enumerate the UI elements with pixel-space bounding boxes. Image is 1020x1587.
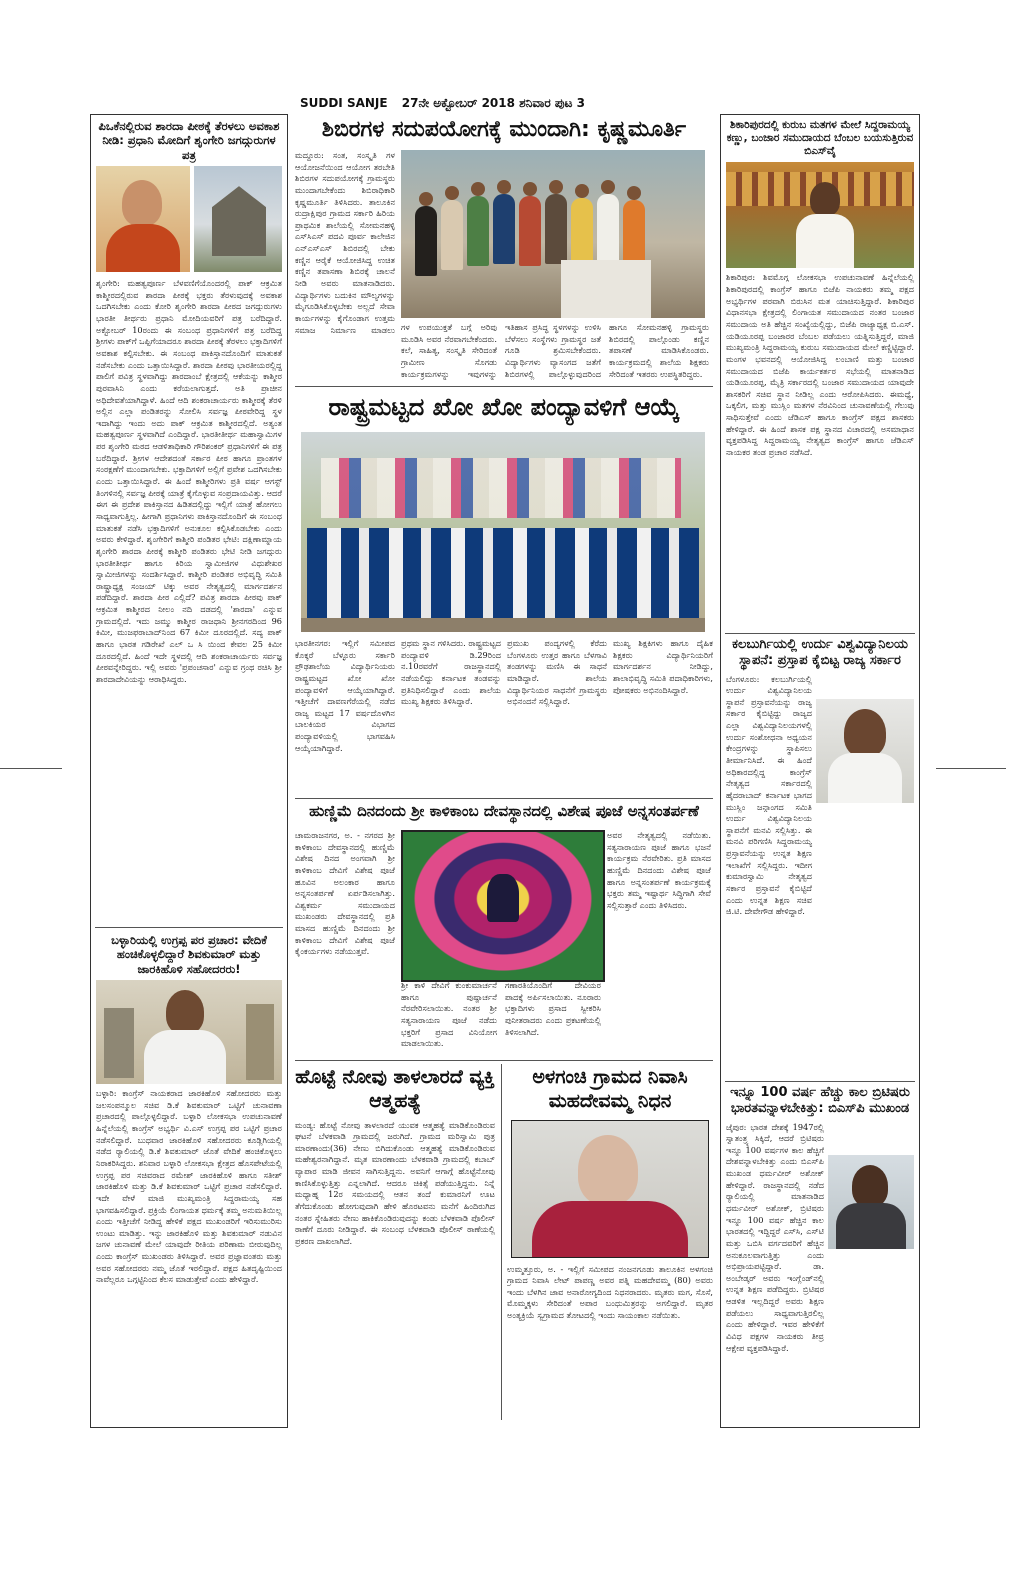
temple-under-right-text: ಗಣಾರತಿಯೊಂದಿಗೆ ದೇವಿಯರ ಪಾದಕ್ಕೆ ಅರ್ಪಿಸಲಾಯಿತು. ನೂರಾರು ಭಕ್ತಾದಿಗಳು ಪ್ರಸಾದ ಸ್ವೀಕರಿಸಿ ಪುನೀತರಾದರು ಎಂದು ಪ್ರಕಟಣೆಯಲ್ಲಿ ತಿಳಿಸಲಾಗಿದೆ. [505,980,601,1037]
khokho-col4 [613,638,713,794]
shibira-col3-text: ಇತಿಹಾಸ ಪ್ರಸಿದ್ಧ ಸ್ಥಳಗಳನ್ನು ಉಳಿಸಿ ಬೆಳೆಸಲು ಸಂಸ್ಥೆಗಳು ಗ್ರಾಮಸ್ಥರ ಜತೆ ಗೂಡಿ ಶ್ರಮಿಸಬೇಕೆಂದರು. ವಿದ್ಯಾರ್ಥಿಗಳು ವ್ಯಾಸಂಗದ ಜತೆಗೆ ಶಿಬಿರಗಳಲ್ಲಿ ಪಾಲ್ಗೊಳ್ಳುವುದರಿಂದ [505,322,601,379]
article-bsp-leader [726,1085,914,1423]
khokho-col4-text: ಮುಖ್ಯ ಶಿಕ್ಷಕಿಗಳು ಹಾಗೂ ದೈಹಿಕ ಶಿಕ್ಷಕರು ವಿದ್ಯಾರ್ಥಿನಿಯರಿಗೆ ಮಾರ್ಗದರ್ಶನ ನೀಡಿದ್ದು, ಶಾಲಾಭಿವೃದ್ಧಿ ಸಮಿತಿ ಪದಾಧಿಕಾರಿಗಳು, ಪೋಷಕರು ಅಭಿನಂದಿಸಿದ್ದಾರೆ. [613,638,713,695]
shikaripura-headline: ಶಿಕಾರಿಪುರದಲ್ಲಿ ಕುರುಬ ಮತಗಳ ಮೇಲೆ ಸಿದ್ದರಾಮಯ್ಯ ಕಣ್ಣು, ಬಂಜಾರ ಸಮುದಾಯದ ಬೆಂಬಲ ಬಯಸುತ್ತಿರುವ ಬಿಎಸ್‌ವೈ [726,119,914,158]
temple-left-text: ಚಾಮರಾಜನಗರ, ಅ. - ನಗರದ ಶ್ರೀ ಕಾಳಿಕಾಂಬ ದೇವಸ್ಥಾನದಲ್ಲಿ ಹುಣ್ಣಿಮೆ ವಿಶೇಷ ದಿನದ ಅಂಗವಾಗಿ ಶ್ರೀ ಕಾಳಿಕಾಂಬ ದೇವಿಗೆ ವಿಶೇಷ ಪೂಜೆ ಹೂವಿನ ಅಲಂಕಾರ ಹಾಗೂ ಅನ್ನಸಂತರ್ಪಣೆ ಏರ್ಪಡಿಸಲಾಗಿತ್ತು. ವಿಶ್ವಕರ್ಮ ಸಮುದಾಯದ ಮುಖಂಡರು ದೇವಸ್ಥಾನದಲ್ಲಿ ಪ್ರತಿ ಮಾಸದ ಹುಣ್ಣಿಮೆ ದಿನದಂದು ಶ್ರೀ ಕಾಳಿಕಾಂಬ ದೇವಿಗೆ ವಿಶೇಷ ಪೂಜೆ ಕೈಂಕರ್ಯಗಳು ನಡೆಯುತ್ತವೆ. [295,830,395,957]
temple-right-col [607,830,711,978]
dk-shivakumar-photo [96,980,282,1084]
ballari-headline: ಬಳ್ಳಾರಿಯಲ್ಲಿ ಉಗ್ರಪ್ಪ ಪರ ಪ್ರಚಾರ: ವೇದಿಕೆ ಹಂಚಿಕೊಳ್ಳಲಿದ್ದಾರೆ ಶಿವಕುಮಾರ್ ಮತ್ತು ಜಾರಕಿಹೊಳಿ ಸಹೋದರರು! [111,933,267,976]
khokho-col2-text: ಪ್ರಥಮ ಸ್ಥಾನ ಗಳಿಸಿದರು. ರಾಷ್ಟ್ರಮಟ್ಟದ ಪಂದ್ಯಾವಳಿ ಡಿ.29ರಿಂದ ನ.10ರವರೆಗೆ ರಾಜಸ್ಥಾನದಲ್ಲಿ ನಡೆಯಲಿದ್ದು ಕರ್ನಾಟಕ ತಂಡವನ್ನು ಪ್ರತಿನಿಧಿಸಲಿದ್ದಾರೆ ಎಂದು ಶಾಲೆಯ ಮುಖ್ಯ ಶಿಕ್ಷಕರು ತಿಳಿಸಿದ್ದಾರೆ. [401,638,501,707]
article-ballari [96,933,282,1423]
temple-right-text: ಅವರ ನೇತೃತ್ವದಲ್ಲಿ ನಡೆಯಿತು. ಸತ್ಯನಾರಾಯಣ ಪೂಜೆ ಹಾಗೂ ಭಜನೆ ಕಾರ್ಯಕ್ರಮ ನೆರವೇರಿತು. ಪ್ರತಿ ಮಾಸದ ಹುಣ್ಣಿಮೆ ದಿನದಂದು ವಿಶೇಷ ಪೂಜೆ ಹಾಗೂ ಅನ್ನಸಂತರ್ಪಣೆ ಕಾರ್ಯಕ್ರಮಕ್ಕೆ ಭಕ್ತರು ತಮ್ಮ ಇಷ್ಟಾರ್ಥ ಸಿದ್ಧಿಗಾಗಿ ಸೇವೆ ಸಲ್ಲಿಸುತ್ತಾರೆ ಎಂದು ತಿಳಿಸಿದರು. [607,830,711,910]
shibira-photo [401,150,705,318]
bsp-headline: ಇನ್ನೂ 100 ವರ್ಷ ಹೆಚ್ಚು ಕಾಲ ಬ್ರಿಟಿಷರು ಭಾರತವನ್ನಾಳಬೇಕಿತ್ತು: ಬಿಎಸ್‌ಪಿ ಮುಖಂಡ [730,1085,910,1117]
obituary-body: ಉಮ್ಮತ್ತೂರು, ಅ. - ಇಲ್ಲಿಗೆ ಸಮೀಪದ ನಂಜನಗೂಡು ತಾಲೂಕಿನ ಅಳಗಂಚಿ ಗ್ರಾಮದ ನಿವಾಸಿ ಲೇಟ್ ಪಾಪಣ್ಣ ಅವರ ಪತ್ನಿ ಮಹದೇವಮ್ಮ (80) ಅವರು ಇಂದು ಬೆಳಗಿನ ಜಾವ ಅನಾರೋಗ್ಯದಿಂದ ನಿಧನರಾದರು. ಮೃತರು ಮಗ, ಸೊಸೆ, ಮೊಮ್ಮಕ್ಕಳು ಸೇರಿದಂತೆ ಅಪಾರ ಬಂಧುಮಿತ್ರರನ್ನು ಅಗಲಿದ್ದಾರೆ. ಮೃತರ ಅಂತ್ಯಕ್ರಿಯೆ ಸ್ವಗ್ರಾಮದ ತೋಟದಲ್ಲಿ ಇಂದು ಸಾಯಂಕಾಲ ನಡೆಯಿತು. [507,1263,713,1321]
khokho-col2 [401,638,501,794]
khokho-headline: ರಾಷ್ಟ್ರಮಟ್ಟದ ಖೋ ಖೋ ಪಂದ್ಯಾವಳಿಗೆ ಆಯ್ಕೆ [328,393,680,421]
temple-under-left [401,980,497,1060]
suicide-body: ಮಂಡ್ಯ: ಹೊಟ್ಟೆ ನೋವು ತಾಳಲಾರದೆ ಯುವಕ ಆತ್ಮಹತ್ಯೆ ಮಾಡಿಕೊಂಡಿರುವ ಘಟನೆ ಬೆಳಕವಾಡಿ ಗ್ರಾಮದಲ್ಲಿ ಜರುಗಿದೆ. ಗ್ರಾಮದ ಮರಿಸ್ವಾಮಿ ಪುತ್ರ ಮಾರಣಾಂದು(36) ನೇಣು ಬಿಗಿದುಕೊಂಡು ಆತ್ಮಹತ್ಯೆ ಮಾಡಿಕೊಂಡಿರುವ ಮಹೇಶ್ವರನಾಗಿದ್ದಾನೆ. ಮೃತ ಮಾರಣಾಂದು ಬೆಳಕವಾಡಿ ಗ್ರಾಮದಲ್ಲಿ ಕಬಾಬ್ ವ್ಯಾಪಾರ ಮಾಡಿ ಜೀವನ ಸಾಗಿಸುತ್ತಿದ್ದನು. ಅವನಿಗೆ ಆಗಾಗ್ಗೆ ಹೊಟ್ಟೆನೋವು ಕಾಣಿಸಿಕೊಳ್ಳುತ್ತಿತ್ತು ಎನ್ನಲಾಗಿದೆ. ಆದರೂ ಚಿಕಿತ್ಸೆ ಪಡೆಯುತ್ತಿದ್ದನು. ನಿನ್ನೆ ಮಧ್ಯಾಹ್ನ 12ರ ಸಮಯದಲ್ಲಿ ಆತನ ತಂದೆ ಕುಮಾರನಿಗೆ ಊಟ ತೆಗೆದುಕೊಂಡು ಹೋಗುವುದಾಗಿ ಹೇಳಿ ಹೊರಟವನು ಮನೆಗೆ ಹಿಂದಿರುಗಿದ ನಂತರ ಸ್ನೇಹಿತರು ನೇಣು ಹಾಕಿಕೊಂಡಿರುವುದನ್ನು ಕಂಡು ಬೆಳಕವಾಡಿ ಪೊಲೀಸ್ ಠಾಣೆಗೆ ದೂರು ನೀಡಿದ್ದಾರೆ. ಈ ಸಂಬಂಧ ಬೆಳಕವಾಡಿ ಪೊಲೀಸ್ ಠಾಣೆಯಲ್ಲಿ ಪ್ರಕರಣ ದಾಖಲಾಗಿದೆ. [295,1119,495,1246]
mahadevamma-photo [511,1120,709,1258]
temple-under-right [505,980,601,1060]
right-column [720,114,920,1428]
shibira-col4 [609,322,709,382]
masthead [300,96,720,114]
khokho-photo [301,432,705,632]
urdu-headline: ಕಲಬುರ್ಗಿಯಲ್ಲಿ ಉರ್ದು ವಿಶ್ವವಿದ್ಯಾನಿಲಯ ಸ್ಥಾಪನೆ: ಪ್ರಸ್ತಾಪ ಕೈಬಿಟ್ಟ ರಾಜ್ಯ ಸರ್ಕಾರ [732,637,908,669]
shibira-col3 [505,322,601,382]
sharada-headline: ಪಿಒಕೆನಲ್ಲಿರುವ ಶಾರದಾ ಪೀಠಕ್ಕೆ ತೆರಳಲು ಅವಕಾಶ ನೀಡಿ: ಪ್ರಧಾನಿ ಮೋದಿಗೆ ಶೃಂಗೇರಿ ಜಗದ್ಗುರುಗಳ ಪತ್ರ [98,119,280,162]
sharada-body: ಶೃಂಗೇರಿ: ಮಹತ್ವಪೂರ್ಣ ಬೆಳವಣಿಗೆಯೊಂದರಲ್ಲಿ ಪಾಕ್ ಆಕ್ರಮಿತ ಕಾಶ್ಮೀರದಲ್ಲಿರುವ ಶಾರದಾ ಪೀಠಕ್ಕೆ ಭಕ್ತರು ತೆರಳುವುದಕ್ಕೆ ಅವಕಾಶ ಒದಗಿಸಬೇಕು ಎಂದು ಕೋರಿ ಶೃಂಗೇರಿ ಶಾರದಾ ಪೀಠದ ಜಗದ್ಗುರುಗಳು ಭಾರತೀ ತೀರ್ಥರು ಪ್ರಧಾನಿ ಮೋದಿಯವರಿಗೆ ಪತ್ರ ಬರೆದಿದ್ದಾರೆ. ಅಕ್ಟೋಬರ್ 10ರಂದು ಈ ಸಂಬಂಧ ಪ್ರಧಾನಿಗಳಿಗೆ ಪತ್ರ ಬರೆದಿದ್ದ ಶ್ರೀಗಳು ಪಾಕ್‌ಗೆ ಒಪ್ಪಿಗೆಯಾದರೂ ಶಾರದಾ ಪೀಠಕ್ಕೆ ತೆರಳಲು ಭಕ್ತಾದಿಗಳಿಗೆ ಅವಕಾಶ ಕಲ್ಪಿಸಬೇಕು. ಈ ಸಂಬಂಧ ಪಾಕಿಸ್ತಾನದೊಂದಿಗೆ ಮಾತುಕತೆ ನಡೆಸಬೇಕು ಎಂದು ಒತ್ತಾಯಿಸಿದ್ದಾರೆ. ಶಾರದಾ ಪೀಠವು ಭಾರತೀಯರಲ್ಲಿದ್ದ ಪಾಲಿಗೆ ಪವಿತ್ರ ಸ್ಥಳವಾಗಿದ್ದು ಶಾರದಾಂಬೆ ಕ್ಷೇತ್ರದಲ್ಲಿ ಆಕೆಯನ್ನು ಕಾಶ್ಮೀರ ಪುರವಾಸಿನಿ ಎಂದು ಕರೆಯಲಾಗುತ್ತದೆ. ಅತಿ ಪ್ರಾಚೀನ ಅಧಿದೇವತೆಯಾಗಿದ್ದಾಳೆ. ಹಿಂದೆ ಆದಿ ಶಂಕರಾಚಾರ್ಯರು ಕಾಶ್ಮೀರಕ್ಕೆ ತೆರಳಿ ಅಲ್ಲಿನ ಎಲ್ಲಾ ಪಂಡಿತರನ್ನು ಸೋಲಿಸಿ ಸರ್ವಜ್ಞ ಪೀಠವೇರಿದ್ದ ಸ್ಥಳ ಇದಾಗಿದ್ದು ಇಂದು ಅದು ಪಾಕ್ ಆಕ್ರಮಿತ ಕಾಶ್ಮೀರದಲ್ಲಿದೆ. ಅತ್ಯಂತ ಮಹತ್ವಪೂರ್ಣ ಸ್ಥಳವಾಗಿದೆ ಎಂದಿದ್ದಾರೆ. ಭಾರತೀತೀರ್ಥ ಮಹಾಸ್ವಾಮಿಗಳ ಪರ ಶೃಂಗೇರಿ ಮಠದ ಆಡಳಿತಾಧಿಕಾರಿ ಗೌರಿಶಂಕರ್ ಪ್ರಧಾನಿಗಳಿಗೆ ಈ ಪತ್ರ ಬರೆದಿದ್ದಾರೆ. ಶ್ರೀಗಳ ಆದೇಶದಂತೆ ಸರ್ಕಾರ ಪೀಠ ಹಾಗೂ ಪ್ರಾಂತಗಳ ಸಂರಕ್ಷಣೆಗೆ ಮುಂದಾಗಬೇಕು. ಭಕ್ತಾದಿಗಳಿಗೆ ಅಲ್ಲಿಗೆ ಪ್ರವೇಶ ಒದಗಿಸಬೇಕು ಎಂದು ಒತ್ತಾಯಿಸಿದ್ದಾರೆ. ಈ ಹಿಂದೆ ಕಾಶ್ಮೀರಿಗಳು ಪ್ರತಿ ವರ್ಷ ಆಗಸ್ಟ್ ತಿಂಗಳಿನಲ್ಲಿ ಸರ್ವಜ್ಞ ಪೀಠಕ್ಕೆ ಯಾತ್ರೆ ಕೈಗೊಳ್ಳುವ ಸಂಪ್ರದಾಯವಿತ್ತು. ಆದರೆ ಈಗ ಈ ಪ್ರದೇಶ ಪಾಕಿಸ್ತಾನದ ಹಿಡಿತದಲ್ಲಿದ್ದು ಇಲ್ಲಿಗೆ ಯಾತ್ರೆ ಹೋಗಲು ಸಾಧ್ಯವಾಗುತ್ತಿಲ್ಲ. ಹೀಗಾಗಿ ಪ್ರಧಾನಿಗಳು ಪಾಕಿಸ್ತಾನದೊಂದಿಗೆ ಈ ಸಂಬಂಧ ಮಾತುಕತೆ ನಡೆಸಿ ಭಕ್ತಾದಿಗಳಿಗೆ ಅನುಕೂಲ ಕಲ್ಪಿಸಿಕೊಡಬೇಕು ಎಂದು ಅವರು ಕೇಳಿದ್ದಾರೆ. ಶೃಂಗೇರಿಗೆ ಕಾಶ್ಮೀರಿ ಪಂಡಿತರ ಭೇಟಿ: ದಕ್ಷಿಣಾಮ್ನಾಯ ಶೃಂಗೇರಿ ಶಾರದಾ ಪೀಠಕ್ಕೆ ಕಾಶ್ಮೀರಿ ಪಂಡಿತರು ಭೇಟಿ ನೀಡಿ ಜಗದ್ಗುರು ಭಾರತೀತೀರ್ಥ ಹಾಗೂ ಕಿರಿಯ ಸ್ವಾಮೀಜಿಗಳ ವಿಧುಶೇಖರ ಸ್ವಾಮೀಜಿಗಳನ್ನು ಸಂದರ್ಶಿಸಿದ್ದಾರೆ. ಕಾಶ್ಮೀರಿ ಪಂಡಿತರ ಅಭಿವೃದ್ಧಿ ಸಮಿತಿ ರಾಷ್ಟ್ರಾಧ್ಯಕ್ಷ ಸಂಜಯ್ ಟಿಕ್ಕು ಅವರ ನೇತೃತ್ವದಲ್ಲಿ ಮಾರ್ಗದರ್ಶನ ಪಡೆದಿದ್ದಾರೆ. ಶಾರದಾ ಪೀಠ ಎಲ್ಲಿದೆ? ಪವಿತ್ರ ಶಾರದಾ ಪೀಠವು ಪಾಕ್ ಆಕ್ರಮಿತ ಕಾಶ್ಮೀರದ ನೀಲಂ ನದಿ ದಡದಲ್ಲಿ 'ಶಾರದಾ' ಎನ್ನುವ ಗ್ರಾಮದಲ್ಲಿದೆ. ಇದು ಜಮ್ಮು ಕಾಶ್ಮೀರ ರಾಜಧಾನಿ ಶ್ರೀನಗರದಿಂದ 96 ಕಿಮೀ, ಮುಜಫರಾಬಾದ್‌ನಿಂದ 67 ಕಿಮೀ ದೂರದಲ್ಲಿದೆ. ಸದ್ಯ ಪಾಕ್ ಹಾಗೂ ಭಾರತ ಗಡಿರೇಖೆ ಎಲ್ ಒ ಸಿ ಯಿಂದ ಕೇವಲ 25 ಕಿಮೀ ದೂರದಲ್ಲಿದೆ. ಹಿಂದೆ ಇದೇ ಸ್ಥಳದಲ್ಲಿ ಆದಿ ಶಂಕರಾಚಾರ್ಯರು ಸರ್ವಜ್ಞ ಪೀಠವನ್ನೇರಿದ್ದರು. ಇಲ್ಲಿ ಅವರು 'ಪ್ರಪಂಚಸಾರ' ಎನ್ನುವ ಗ್ರಂಥ ರಚಿಸಿ ಶ್ರೀ ಶಾರದಾದೇವಿಯನ್ನು ಆರಾಧಿಸಿದ್ದರು. [96,278,282,684]
khokho-col1 [295,638,395,794]
shibira-col1-text: ಮದ್ದೂರು: ಸಂತ, ಸಂಸ್ಕೃತಿ ಗಳ ಆಯೋಜನೆಯಿಂದ ಆಯೋಗ ತರಬೇತಿ ಶಿಬಿರಗಳ ಸದುಪಯೋಗಕ್ಕೆ ಗ್ರಾಮಸ್ಥರು ಮುಂದಾಗಬೇಕೆಂದು ಶಿಬಿರಾಧಿಕಾರಿ ಕೃಷ್ಣಮೂರ್ತಿ ತಿಳಿಸಿದರು. ತಾಲೂಕಿನ ರುದ್ರಾಕ್ಷಿಪುರ ಗ್ರಾಮದ ಸರ್ಕಾರಿ ಹಿರಿಯ ಪ್ರಾಥಮಿಕ ಶಾಲೆಯಲ್ಲಿ ಸೋಮನಹಳ್ಳಿ ಎಸ್‌ಸಿಎಸ್ ಪದವಿ ಪೂರ್ವ ಕಾಲೇಜಿನ ಎನ್‌ಎಸ್‌ಎಸ್ ಶಿಬಿರದಲ್ಲಿ ಬೇಕು ಕಣ್ಣಿನ ಆರೈಕೆ ಆಯೋಜಿಸಿದ್ದ ಉಚಿತ ಕಣ್ಣಿನ ತಪಾಸಣಾ ಶಿಬಿರಕ್ಕೆ ಚಾಲನೆ ನೀಡಿ ಅವರು ಮಾತನಾಡಿದರು. ವಿದ್ಯಾರ್ಥಿಗಳು ಬದುಕಿನ ಮೌಲ್ಯಗಳನ್ನು ಮೈಗೂಡಿಸಿಕೊಳ್ಳಬೇಕು ಅಲ್ಲದೆ ಸೇವಾ ಕಾರ್ಯಗಳನ್ನು ಕೈಗೊಂಡಾಗ ಉತ್ತಮ ಸಮಾಜ ನಿರ್ಮಾಣ ಮಾಡಲು [295,150,395,335]
shibira-col2-text: ಗಳ ಉಪಯುಕ್ತತೆ ಬಗ್ಗೆ ಅರಿವು ಮೂಡಿಸಿ ಅವರ ನೆರವಾಗಬೇಕೆಂದರು. ಕಲೆ, ಸಾಹಿತ್ಯ, ಸಂಸ್ಕೃತಿ ಸೇರಿದಂತೆ ಗ್ರಾಮೀಣ ಸೊಗಡು ಕಾರ್ಯಕ್ರಮಗಳನ್ನು ಇವುಗಳನ್ನು [401,322,497,379]
shibira-headline: ಶಿಬಿರಗಳ ಸದುಪಯೋಗಕ್ಕೆ ಮುಂದಾಗಿ: ಕೃಷ್ಣಮೂರ್ತಿ [321,117,687,142]
date-line: 27ನೇ ಅಕ್ಟೋಬರ್ 2018 ಶನಿವಾರ ಪುಟ 3 [401,96,585,110]
left-column [90,114,288,1428]
article-suicide [295,1066,495,1422]
article-shikaripura [726,119,914,629]
shibira-col2 [401,322,497,382]
temple-left-col [295,830,395,978]
article-obituary [507,1066,713,1422]
suicide-headline: ಹೊಟ್ಟೆ ನೋವು ತಾಳಲಾರದೆ ವ್ಯಕ್ತಿ ಆತ್ಮಹತ್ಯೆ [295,1066,495,1112]
temple-headline: ಹುಣ್ಣಿಮೆ ದಿನದಂದು ಶ್ರೀ ಕಾಳಿಕಾಂಬ ದೇವಸ್ಥಾನದಲ್ಲಿ ವಿಶೇಷ ಪೂಜೆ ಅನ್ನಸಂತರ್ಪಣೆ [309,802,699,820]
center-section [295,114,713,1426]
shibira-col4-text: ಹಾಗೂ ಸೋಮನಹಳ್ಳಿ ಗ್ರಾಮಸ್ಥರು ಶಿಬಿರದಲ್ಲಿ ಪಾಲ್ಗೊಂಡು ಕಣ್ಣಿನ ತಪಾಸಣೆ ಮಾಡಿಸಿಕೊಂಡರು. ಕಾರ್ಯಕ್ರಮದಲ್ಲಿ ಶಾಲೆಯ ಶಿಕ್ಷಕರು ಸೇರಿದಂತೆ ಇತರರು ಉಪಸ್ಥಿತರಿದ್ದರು. [609,322,709,379]
khokho-col3-text: ಪ್ರಮುಖ ಪಂದ್ಯಗಳಲ್ಲಿ ಕೆರೆದು ಬೆಂಗಳೂರು ಉತ್ತರ ಹಾಗೂ ಬೆಳಗಾವಿ ತಂಡಗಳನ್ನು ಮಣಿಸಿ ಈ ಸಾಧನೆ ಮಾಡಿದ್ದಾರೆ. ಶಾಲೆಯ ವಿದ್ಯಾರ್ಥಿನಿಯರ ಸಾಧನೆಗೆ ಗ್ರಾಮಸ್ಥರು ಅಭಿನಂದನೆ ಸಲ್ಲಿಸಿದ್ದಾರೆ. [507,638,607,707]
paper-name: SUDDI SANJE [300,96,388,110]
urdu-body: ಬೆಂಗಳೂರು: ಕಲಬುರ್ಗಿಯಲ್ಲಿ ಉರ್ದು ವಿಶ್ವವಿದ್ಯಾನಿಲಯ ಸ್ಥಾಪನೆ ಪ್ರಸ್ತಾವನೆಯನ್ನು ರಾಜ್ಯ ಸರ್ಕಾರ ಕೈಬಿಟ್ಟಿದ್ದು ರಾಜ್ಯದ ಎಲ್ಲಾ ವಿಶ್ವವಿದ್ಯಾನಿಲಯಗಳಲ್ಲಿ ಉರ್ದು ಸಂಶೋಧನಾ ಅಧ್ಯಯನ ಕೇಂದ್ರಗಳನ್ನು ಸ್ಥಾಪಿಸಲು ತೀರ್ಮಾನಿಸಿದೆ. ಈ ಹಿಂದೆ ಅಧಿಕಾರದಲ್ಲಿದ್ದ ಕಾಂಗ್ರೆಸ್ ನೇತೃತ್ವದ ಸರ್ಕಾರದಲ್ಲಿ ಹೈದರಾಬಾದ್ ಕರ್ನಾಟಕ ಭಾಗದ ಮುಸ್ಲಿಂ ಜನ್ಗಾಂಗದ ಸಮಿತಿ ಉರ್ದು ವಿಶ್ವವಿದ್ಯಾನಿಲಯ ಸ್ಥಾಪನೆಗೆ ಮನವಿ ಸಲ್ಲಿಸಿತ್ತು. ಈ ಮನವಿ ಪರಿಗಣಿಸಿ ಸಿದ್ದರಾಮಯ್ಯ ಪ್ರಸ್ತಾವನೆಯನ್ನು ಉನ್ನತ ಶಿಕ್ಷಣ ಇಲಾಖೆಗೆ ಸಲ್ಲಿಸಿದ್ದರು. ಇದೀಗ ಕುಮಾರಸ್ವಾಮಿ ನೇತೃತ್ವದ ಸರ್ಕಾರ ಪ್ರಸ್ತಾವನೆ ಕೈಬಿಟ್ಟಿದೆ ಎಂದು ಉನ್ನತ ಶಿಕ್ಷಣ ಸಚಿವ ಜಿ.ಟಿ. ದೇವೇಗೌಡ ಹೇಳಿದ್ದಾರೆ. [726,673,812,917]
kalikamba-idol-photo [401,830,605,982]
bsp-body: ಜೈಪುರ: ಭಾರತ ದೇಶಕ್ಕೆ 1947ರಲ್ಲಿ ಸ್ವಾತಂತ್ರ್ಯ ಸಿಕ್ಕಿದೆ, ಆದರೆ ಬ್ರಿಟಿಷರು ಇನ್ನೂ 100 ವರ್ಷಗಳ ಕಾಲ ಹೆಚ್ಚಿಗೆ ದೇಶವನ್ನಾಳಬೇಕಿತ್ತು ಎಂದು ಬಿಎಸ್‌ಪಿ ಮುಖಂಡ ಧರ್ಮವೀರ್ ಅಶೋಕ್ ಹೇಳಿದ್ದಾರೆ. ರಾಜಸ್ಥಾನದಲ್ಲಿ ನಡೆದ ರ್‍ಯಾಲಿಯಲ್ಲಿ ಮಾತನಾಡಿದ ಧರ್ಮವೀರ್ ಅಶೋಕ್, ಬ್ರಿಟಿಷರು ಇನ್ನೂ 100 ವರ್ಷ ಹೆಚ್ಚಿನ ಕಾಲ ಭಾರತದಲ್ಲಿ ಇದ್ದಿದ್ದರೆ ಎಸ್‌ಸಿ, ಎಸ್‌ಟಿ ಮತ್ತು ಒಬಿಸಿ ವರ್ಗದವರಿಗೆ ಹೆಚ್ಚಿನ ಅನುಕೂಲವಾಗುತ್ತಿತ್ತು ಎಂದು ಅಭಿಪ್ರಾಯಪಟ್ಟಿದ್ದಾರೆ. ಡಾ. ಅಂಬೇಡ್ಕರ್ ಅವರು ಇಂಗ್ಲೆಂಡ್‌ನಲ್ಲಿ ಉನ್ನತ ಶಿಕ್ಷಣ ಪಡೆದಿದ್ದರು. ಬ್ರಿಟಿಷರ ಆಡಳಿತ ಇಲ್ಲದಿದ್ದರೆ ಅವರು ಶಿಕ್ಷಣ ಪಡೆಯಲು ಸಾಧ್ಯವಾಗುತ್ತಿರಲಿಲ್ಲ ಎಂದು ಹೇಳಿದ್ದಾರೆ. ಇವರ ಹೇಳಿಕೆಗೆ ವಿವಿಧ ಪಕ್ಷಗಳ ನಾಯಕರು ತೀವ್ರ ಆಕ್ಷೇಪ ವ್ಯಕ್ತಪಡಿಸಿದ್ದಾರೆ. [726,1121,824,1353]
khokho-col1-text: ಭಾರತೀನಗರ: ಇಲ್ಲಿಗೆ ಸಮೀಪದ ಕೊಕ್ಕರೆ ಬೆಳ್ಳೂರು ಸರ್ಕಾರಿ ಪ್ರೌಢಶಾಲೆಯ ವಿದ್ಯಾರ್ಥಿನಿಯರು ರಾಷ್ಟ್ರಮಟ್ಟದ ಖೋ ಖೋ ಪಂದ್ಯಾವಳಿಗೆ ಆಯ್ಕೆಯಾಗಿದ್ದಾರೆ. ಇತ್ತೀಚೆಗೆ ದಾವಣಗೆರೆಯಲ್ಲಿ ನಡೆದ ರಾಜ್ಯ ಮಟ್ಟದ 17 ವರ್ಷದೊಳಗಿನ ಬಾಲಕಿಯರ ವಿಭಾಗದ ಪಂದ್ಯಾವಳಿಯಲ್ಲಿ ಭಾಗವಹಿಸಿ ಆಯ್ಕೆಯಾಗಿದ್ದಾರೆ. [295,638,395,753]
gt-devegowda-photo [816,699,914,803]
sharada-photos [96,166,282,274]
shibira-col1 [295,150,395,338]
article-sharada-peetha [96,119,282,924]
ballari-body: ಬಳ್ಳಾರಿ: ಕಾಂಗ್ರೆಸ್ ನಾಯಕರಾದ ಜಾರಕಿಹೊಳಿ ಸಹೋದರರು ಮತ್ತು ಜಲಸಂಪನ್ಮೂಲ ಸಚಿವ ಡಿ.ಕೆ ಶಿವಕುಮಾರ್ ಒಟ್ಟಿಗೆ ಚುನಾವಣಾ ಪ್ರಚಾರದಲ್ಲಿ ಪಾಲ್ಗೊಳ್ಳಲಿದ್ದಾರೆ. ಬಳ್ಳಾರಿ ಲೋಕಸಭಾ ಉಪಚುನಾವಣೆ ಹಿನ್ನೆಲೆಯಲ್ಲಿ ಕಾಂಗ್ರೆಸ್ ಅಭ್ಯರ್ಥಿ ವಿ.ಎಸ್ ಉಗ್ರಪ್ಪ ಪರ ಒಟ್ಟಿಗೆ ಪ್ರಚಾರ ನಡೆಸಲಿದ್ದಾರೆ. ಬುಧವಾರ ಜಾರಕಿಹೊಳಿ ಸಹೋದರರು ಕೂಡ್ಲಿಗಿಯಲ್ಲಿ ನಡೆದ ರ್‍ಯಾಲಿಯಲ್ಲಿ ಡಿ.ಕೆ ಶಿವಕುಮಾರ್ ಜೊತೆ ವೇದಿಕೆ ಹಂಚಿಕೊಳ್ಳಲು ನಿರಾಕರಿಸಿದ್ದರು. ಶನಿವಾರ ಬಳ್ಳಾರಿ ಲೋಕಸಭಾ ಕ್ಷೇತ್ರದ ಹೊಸಪೇಟೆಯಲ್ಲಿ ಉಗ್ರಪ್ಪ ಪರ ಸಚಿವರಾದ ರಮೇಶ್ ಜಾರಕಿಹೊಳಿ ಹಾಗೂ ಸತೀಶ್ ಜಾರಕಿಹೊಳಿ ಮತ್ತು ಡಿ.ಕೆ ಶಿವಕುಮಾರ್ ಒಟ್ಟಿಗೆ ಪ್ರಚಾರ ನಡೆಸಲಿದ್ದಾರೆ. ಇದೇ ವೇಳೆ ಮಾಜಿ ಮುಖ್ಯಮಂತ್ರಿ ಸಿದ್ದರಾಮಯ್ಯ ಸಹ ಭಾಗವಹಿಸಲಿದ್ದಾರೆ. ಪ್ರಕ್ರಿಯೆ ಲಿಂಗಾಯತ ಧರ್ಮಕ್ಕೆ ತಮ್ಮ ಅನುಮತಿಯಿಲ್ಲ ಎಂದು ಇತ್ತೀಚೆಗೆ ನೀಡಿದ್ದ ಹೇಳಿಕೆ ಪಕ್ಷದ ಮುಖಂಡರಿಗೆ ಇರಿಸುಮುರಿಸು ಉಂಟು ಮಾಡಿತ್ತು. ಇನ್ನು ಜಾರಕಿಹೊಳಿ ಮತ್ತು ಶಿವಕುಮಾರ್ ನಡುವಿನ ಜಗಳ ಚುನಾವಣೆ ಮೇಲೆ ಯಾವುದೇ ರೀತಿಯ ಪರಿಣಾಮ ಬೀರುವುದಿಲ್ಲ ಎಂದು ಕಾಂಗ್ರೆಸ್ ಮುಖಂಡರು ತಿಳಿಸಿದ್ದಾರೆ. ಅವರ ಪ್ರಜ್ಞಾವಂತರು ಮತ್ತು ಅವರ ಸಹೋದರರು ನಮ್ಮ ಜೊತೆ ಇರಲಿದ್ದಾರೆ. ಪಕ್ಷದ ಹಿತದೃಷ್ಟಿಯಿಂದ ನಾವೆಲ್ಲರೂ ಒಗ್ಗಟ್ಟಿನಿಂದ ಕೆಲಸ ಮಾಡುತ್ತೇವೆ ಎಂದು ಹೇಳಿದ್ದಾರೆ. [96,1088,282,1285]
temple-ruin-photo [194,166,282,272]
article-urdu-university [726,637,914,1077]
temple-under-left-text: ಶ್ರೀ ಕಾಳಿ ದೇವಿಗೆ ಕುಂಕುಮಾರ್ಚನೆ ಹಾಗೂ ಪುಷ್ಪಾರ್ಚನೆ ನೆರವೇರಿಸಲಾಯಿತು. ನಂತರ ಶ್ರೀ ಸತ್ಯನಾರಾಯಣ ಪೂಜೆ ನಡೆದು ಭಕ್ತರಿಗೆ ಪ್ರಸಾದ ವಿನಿಯೋಗ ಮಾಡಲಾಯಿತು. [401,980,497,1049]
shikaripura-body: ಶಿಕಾರಿಪುರ: ಶಿವಮೊಗ್ಗ ಲೋಕಸಭಾ ಉಪಚುನಾವಣೆ ಹಿನ್ನೆಲೆಯಲ್ಲಿ ಶಿಕಾರಿಪುರದಲ್ಲಿ ಕಾಂಗ್ರೆಸ್ ಹಾಗೂ ಬಿಜೆಪಿ ನಾಯಕರು ತಮ್ಮ ಪಕ್ಷದ ಅಭ್ಯರ್ಥಿಗಳ ಪರವಾಗಿ ಬಿರುಸಿನ ಮತ ಯಾಚಿಸುತ್ತಿದ್ದಾರೆ. ಶಿಕಾರಿಪುರ ವಿಧಾನಸಭಾ ಕ್ಷೇತ್ರದಲ್ಲಿ ಲಿಂಗಾಯತ ಸಮುದಾಯದ ನಂತರ ಬಂಜಾರ ಸಮುದಾಯ ಅತಿ ಹೆಚ್ಚಿನ ಸಂಖ್ಯೆಯಲ್ಲಿದ್ದು, ಬಿಜೆಪಿ ರಾಜ್ಯಾಧ್ಯಕ್ಷ ಬಿ.ಎಸ್. ಯಡಿಯೂರಪ್ಪ ಬಂಜಾರರ ಬೆಂಬಲ ಪಡೆಯಲು ಯತ್ನಿಸುತ್ತಿದ್ದರೆ, ಮಾಜಿ ಮುಖ್ಯಮಂತ್ರಿ ಸಿದ್ದರಾಮಯ್ಯ ಕುರುಬ ಸಮುದಾಯದ ಮೇಲೆ ಕಣ್ಣಿಟ್ಟಿದ್ದಾರೆ. ಮಂಗಳ ಭವನದಲ್ಲಿ ಆಯೋಜಿಸಿದ್ದ ಲಂಬಾಣಿ ಮತ್ತು ಬಂಜಾರ ಸಮುದಾಯದ ಬಿಜೆಪಿ ಕಾರ್ಯಕರ್ತರ ಸಭೆಯಲ್ಲಿ ಮಾತನಾಡಿದ ಯಡಿಯೂರಪ್ಪ, ಮೈತ್ರಿ ಸರ್ಕಾರದಲ್ಲಿ ಬಂಜಾರ ಸಮುದಾಯದ ಯಾವುದೇ ಶಾಸಕರಿಗೆ ಸಚಿವ ಸ್ಥಾನ ನೀಡಿಲ್ಲ ಎಂದು ಆರೋಪಿಸಿದರು. ಈಮಧ್ಯೆ, ಒಕ್ಕಲಿಗ, ಮತ್ತು ಮುಸ್ಲಿಂ ಮತಗಳ ನೆರವಿನಿಂದ ಚುನಾವಣೆಯಲ್ಲಿ ಗೆಲುವು ಸಾಧಿಸುತ್ತೇವೆ ಎಂದು ಜೆಡಿಎಸ್ ಹಾಗೂ ಕಾಂಗ್ರೆಸ್ ಪಕ್ಷದ ಶಾಸಕರು ಹೇಳಿದ್ದಾರೆ. ಈ ಹಿಂದೆ ಶಾಸಕ ಪಕ್ಷ ಸ್ಥಾನದ ವಿಚಾರದಲ್ಲಿ ಅಸಮಾಧಾನ ವ್ಯಕ್ತಪಡಿಸಿದ್ದ ಸಿದ್ದರಾಮಯ್ಯ ನೇತೃತ್ವದ ಕಾಂಗ್ರೆಸ್ ಹಾಗೂ ಜೆಡಿಎಸ್ ನಾಯಕರ ತಂಡ ಪ್ರಚಾರ ನಡೆಸಿದೆ. [726,272,914,457]
obituary-headline: ಅಳಗಂಚಿ ಗ್ರಾಮದ ನಿವಾಸಿ ಮಹದೇವಮ್ಮ ನಿಧನ [532,1066,688,1112]
dharmaveer-ashok-photo [828,1155,914,1249]
khokho-col3 [507,638,607,794]
swamiji-photo [96,166,190,272]
siddaramaiah-photo [726,162,914,268]
